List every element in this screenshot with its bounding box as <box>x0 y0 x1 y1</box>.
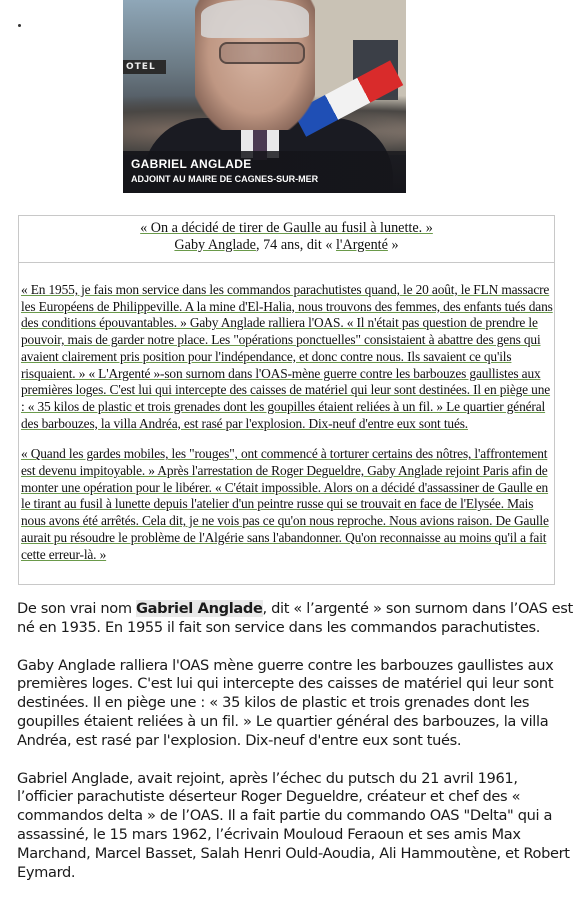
photo-hotel-sign: OTEL <box>123 60 166 74</box>
stray-dot <box>18 24 21 27</box>
photo-caption <box>123 151 406 193</box>
headline-line-1: « On a décidé de tirer de Gaulle au fusil à lunette. » <box>140 220 433 236</box>
photo-glasses <box>219 42 305 64</box>
article-paragraph-2: Gaby Anglade ralliera l'OAS mène guerre contre les barbouzes gaullistes aux premières loges. C'est lui qui intercepte des caisses de matériel qui leur sont destinées. Il en piège une : « 35 kilos de plastic et trois grenades dont les goupilles étaient reliées à un fil. » Le quartier général des barbouzes, la villa Andréa, est rasé par l'explosion. Dix-neuf d'entre eux sont tués. <box>17 656 554 749</box>
headline-nickname: l'Argenté <box>335 237 388 253</box>
quote-paragraph-2: « Quand les gardes mobiles, les "rouges", ont commencé à torturer certains des nôtres, l'affrontement est devenu impitoyable. » Après l'arrestation de Roger Degueldre, Gaby Anglade rejoint Paris afin de monter une opération pour le libérer. « C'était impossible. Alors on a décidé d'assassiner de Gaulle en le tirant au fusil à lunette depuis l'atelier d'un peintre russe qui se trouvait en face de l'Elysée. Mais nous avons été arrêtés. Cela dit, je ne vois pas ce qu'on nous reproche. Nous avions raison. De Gaulle aurait pu résoudre le problème de l'Algérie sans l'abandonner. Qu'on reconnaisse au moins qu'il a fait cette erreur-là. » <box>21 446 549 562</box>
headline-line-2 <box>19 237 554 254</box>
p1-intro: De son vrai nom <box>17 600 136 617</box>
quote-body <box>21 282 554 577</box>
quote-paragraph-1: « En 1955, je fais mon service dans les commandos parachutistes quand, le 20 août, le FLN massacre les Européens de Philippeville. A la mine d'El-Halia, nous trouvons des femmes, des enfants tués dans des conditions épouvantables. » Gaby Anglade ralliera l'OAS. « Il n'était pas question de prendre le pouvoir, mais de garder notre place. Les "opérations ponctuelles" consistaient à abattre des gens qui avaient clairement pris position pour l'indépendance, et donc contre nous. Ils savaient ce qu'ils risquaient. » « L'Argenté »-son surnom dans l'OAS-mène guerre contre les barbouzes gaullistes aux premières loges. C'est lui qui intercepte des caisses de matériel qui leur sont destinées. Il en piège une : « 35 kilos de plastic et trois grenades dont les goupilles étaient reliées à un fil. » Le quartier général des barbouzes, la villa Andréa, est rasé par l'explosion. Dix-neuf d'entre eux sont tués. <box>21 282 553 431</box>
quote-box <box>18 215 555 585</box>
news-photo <box>123 0 406 193</box>
headline-close-quote: » <box>387 237 399 253</box>
headline-age: , 74 ans, dit « <box>255 237 336 253</box>
article-paragraph-3: Gabriel Anglade, avait rejoint, après l’échec du putsch du 21 avril 1961, l’officier parachutiste déserteur Roger Degueldre, créateur et chef des « commandos delta » de l’OAS. Il a fait partie du commando OAS "Delta" qui a assassiné, le 15 mars 1962, l’écrivain Mouloud Feraoun et ses amis Max Marchand, Marcel Basset, Salah Henri Ould-Aoudia, Ali Hammoutène, et Robert Eymard. <box>17 769 570 881</box>
quote-headline <box>19 216 554 263</box>
article-paragraph-1 <box>17 600 573 638</box>
headline-name-link[interactable]: Gaby Anglade <box>174 237 256 253</box>
article-body <box>17 600 573 901</box>
photo-hair <box>201 0 309 38</box>
caption-role: ADJOINT AU MAIRE DE CAGNES-SUR-MER <box>131 174 319 184</box>
p1-name: Gabriel Anglade <box>135 600 263 617</box>
p1-rest: , dit « l’argenté » son surnom dans l’OAS est né en 1935. En 1955 il fait son service dans les commandos parachutistes. <box>17 600 573 636</box>
caption-name: GABRIEL ANGLADE <box>131 157 252 171</box>
